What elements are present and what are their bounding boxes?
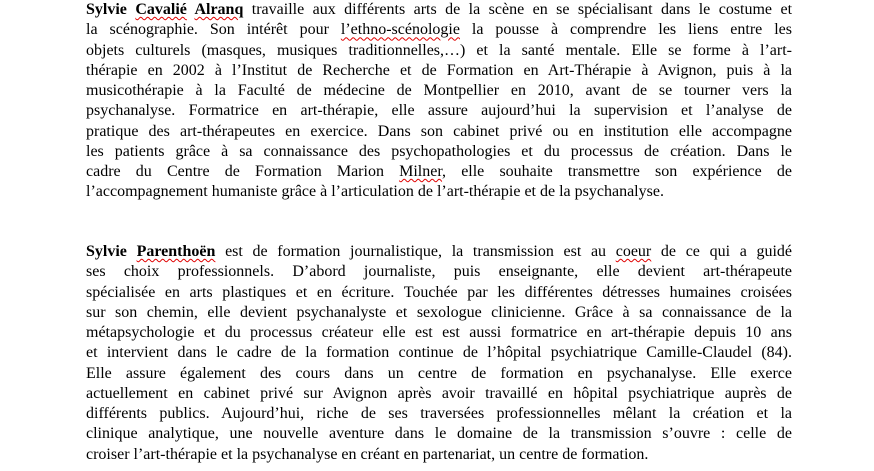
text-line: les patients grâce à sa connaissance des psychopathologies et du processus de création. Dans le <box>86 142 792 160</box>
text-line: clinique analytique, une nouvelle aventure dans le domaine de la transmission s’ouvre : celle de <box>86 425 792 443</box>
text-line: et intervient dans le cadre de la formation continue de l’hôpital psychiatrique Camille-Claudel (84). <box>86 344 792 362</box>
biography-paragraph-cavalie <box>86 0 792 203</box>
misspelled-word: Parenthoën <box>136 243 216 260</box>
text-line: métapsychologie et du processus créateur elle est est aussi formatrice en art-thérapie depuis 10 ans <box>86 324 792 341</box>
text-line: thérapie en 2002 à l’Institut de Recherche et de Formation en Art-Thérapie à Avignon, puis à la <box>86 61 792 79</box>
text-line: l’accompagnement humaniste grâce à l’articulation de l’art-thérapie et de la psychanalyse. <box>86 183 664 201</box>
misspelled-word: Cavalié <box>135 1 187 18</box>
text-line: objets culturels (masques, musiques traditionnelles,…) et la santé mentale. Elle se forme à l’art- <box>86 41 792 59</box>
text-line: sur son chemin, elle devient psychanalyste et sexologue clinicienne. Grâce à sa connaissance de la <box>86 303 792 321</box>
misspelled-word: Alranq <box>194 1 244 18</box>
misspelled-word: coeur <box>615 243 652 260</box>
text-line: Elle assure également des cours dans un centre de formation en psychanalyse. Elle exerce <box>86 364 792 382</box>
text-line: musicothérapie à la Faculté de médecine de Montpellier en 2010, avant de se tourner vers la <box>86 82 792 99</box>
person-name: Sylvie Cavalié Alranq <box>86 1 244 18</box>
person-name: Sylvie Parenthoën <box>86 243 216 260</box>
text-line: cadre du Centre de Formation Marion Milner, elle souhaite transmettre son expérience de <box>86 163 792 180</box>
text-line: Sylvie Parenthoën est de formation journalistique, la transmission est au coeur de ce qui a guidé <box>86 243 793 260</box>
misspelled-word: l’ethno-scénologie <box>340 21 460 39</box>
text-line: différents publics. Aujourd’hui, riche de ses traversées professionnelles mêlant la création et la <box>86 405 792 422</box>
text-line: spécialisée en arts plastiques et en écriture. Touchée par les différentes détresses humaines croisées <box>86 283 792 301</box>
text-line: actuellement en cabinet privé sur Avignon après avoir travaillé en hôpital psychiatrique auprès de <box>86 384 792 402</box>
text-line: ses choix professionnels. D’abord journaliste, puis enseignante, elle devient art-thérapeute <box>86 263 792 281</box>
misspelled-word: Milner <box>399 163 443 180</box>
text-line: psychanalyse. Formatrice en art-thérapie, elle assure aujourd’hui la supervision et l’analyse de <box>86 102 792 120</box>
text-line: Sylvie Cavalié Alranq travaille aux différents arts de la scène en se spécialisant dans le costume et <box>86 1 793 18</box>
text-line: croiser l’art-thérapie et la psychanalyse en créant en partenariat, un centre de formation. <box>86 445 649 463</box>
text-line: la scénographie. Son intérêt pour l’ethno-scénologie la pousse à comprendre les liens entre les <box>86 21 793 39</box>
text-line: pratique des art-thérapeutes en exercice. Dans son cabinet privé ou en institution elle accompagne <box>86 122 792 140</box>
biography-paragraph-parenthoen <box>86 242 792 465</box>
